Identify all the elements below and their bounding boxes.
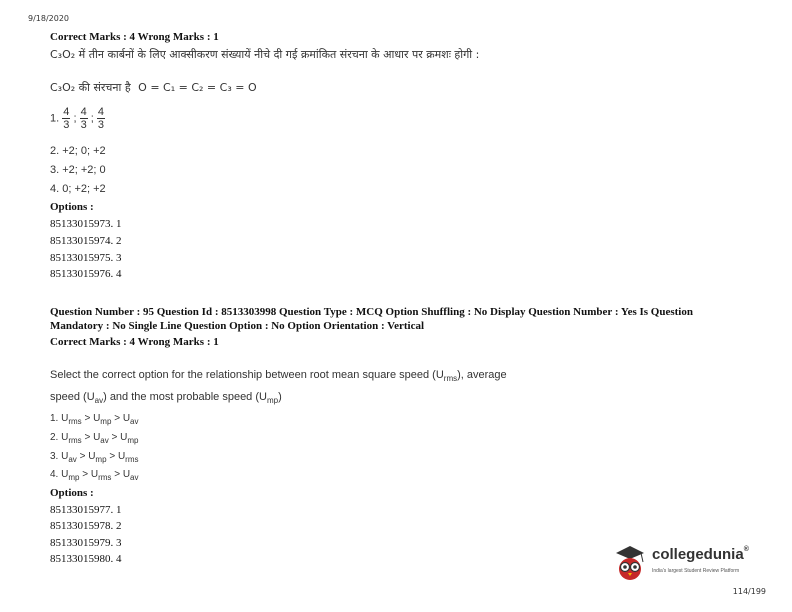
subscript: av (130, 417, 139, 426)
q95-marks: Correct Marks : 4 Wrong Marks : 1 (50, 336, 219, 348)
subscript: mp (127, 436, 139, 445)
fraction-denominator: 3 (97, 119, 104, 131)
q94-option-1-num: 1. (50, 112, 60, 125)
q95-option-id: 85133015977. 1 (50, 504, 122, 516)
option-number: 4. (50, 469, 59, 480)
q94-question-text: C₃O₂ में तीन कार्बनों के लिए आक्सीकरण संख्यायें नीचे दी गई क्रमांकित संरचना के आधार पर क्रमशः होगी : (50, 48, 480, 61)
subscript: mp (68, 473, 80, 482)
fraction (80, 106, 88, 131)
fraction-numerator: 4 (63, 106, 70, 118)
q94-option-id: 85133015973. 1 (50, 218, 122, 230)
fraction-denominator: 3 (80, 119, 87, 131)
separator: ; (90, 112, 94, 125)
subscript: av (130, 473, 139, 482)
q95-options-label: Options : (50, 487, 94, 499)
logo-name: collegedunia (652, 546, 744, 563)
q94-option-2: 2. +2; 0; +2 (50, 145, 106, 157)
q94-options-label: Options : (50, 201, 94, 213)
q95-question-line-1 (50, 366, 507, 388)
q94-option-id: 85133015974. 2 (50, 235, 122, 247)
q95-option-2: 2. $U_{rms} > U_{av} > U_{mp}$ (50, 432, 139, 445)
q95-question-line-2 (50, 388, 507, 410)
print-date: 9/18/2020 (28, 14, 70, 23)
q95-option-3: 3. $U_{av} > U_{mp} > U_{rms}$ (50, 451, 139, 464)
q94-structure (50, 80, 257, 95)
fraction (62, 106, 70, 131)
fraction-denominator: 3 (63, 119, 70, 131)
option-number: 3. (50, 451, 59, 462)
fraction-numerator: 4 (80, 106, 87, 118)
q94-option-3: 3. +2; +2; 0 (50, 164, 106, 176)
q95-header: Question Number : 95 Question Id : 8513303998 Question Type : MCQ Option Shuffling : No Display Question Number : Yes Is Question Mandatory : No Single Line Question Option : No Option Orientation : Vertical (50, 306, 693, 332)
q95-text: ), average (457, 369, 507, 381)
subscript: av (68, 455, 77, 464)
separator: ; (73, 112, 77, 125)
q94-option-4: 4. 0; +2; +2 (50, 183, 106, 195)
option-number: 2. (50, 432, 59, 443)
subscript: mp (95, 455, 107, 464)
subscript: rms (443, 374, 458, 384)
q95-text: Select the correct option for the relationship between root mean square speed (U (50, 369, 444, 381)
subscript: rms (98, 473, 112, 482)
q94-marks: Correct Marks : 4 Wrong Marks : 1 (50, 31, 219, 43)
subscript: rms (125, 455, 139, 464)
option-number: 1. (50, 413, 59, 424)
q95-option-id: 85133015980. 4 (50, 553, 122, 565)
logo-wordmark (652, 546, 749, 563)
q95-option-1: 1. $U_{rms} > U_{mp} > U_{av}$ (50, 413, 139, 426)
q95-option-4: 4. $U_{mp} > U_{rms} > U_{av}$ (50, 469, 139, 482)
subscript: rms (68, 417, 82, 426)
collegedunia-logo[interactable] (612, 544, 772, 584)
subscript: av (94, 396, 104, 406)
q94-structure-formula: O = C₁ = C₂ = C₃ = O (138, 81, 257, 94)
q94-structure-label: C₃O₂ की संरचना है (50, 81, 131, 94)
logo-tagline: India's largest Student Review Platform (652, 568, 740, 574)
q94-option-id: 85133015976. 4 (50, 268, 122, 280)
subscript: av (100, 436, 109, 445)
logo-registered: ® (743, 546, 749, 553)
q95-question-text (50, 366, 507, 410)
q95-option-id: 85133015978. 2 (50, 520, 122, 532)
owl-mascot-icon (612, 544, 648, 584)
q94-option-1 (50, 106, 105, 131)
q94-option-id: 85133015975. 3 (50, 252, 122, 264)
page-number: 114/199 (732, 587, 766, 596)
fraction-numerator: 4 (97, 106, 104, 118)
q95-text: ) and the most probable speed (U (103, 391, 267, 404)
q95-text: ) (278, 391, 282, 404)
subscript: rms (68, 436, 82, 445)
subscript: mp (266, 396, 279, 406)
subscript: mp (100, 417, 112, 426)
q95-text: speed (U (50, 391, 95, 404)
q95-option-id: 85133015979. 3 (50, 537, 122, 549)
fraction (97, 106, 105, 131)
